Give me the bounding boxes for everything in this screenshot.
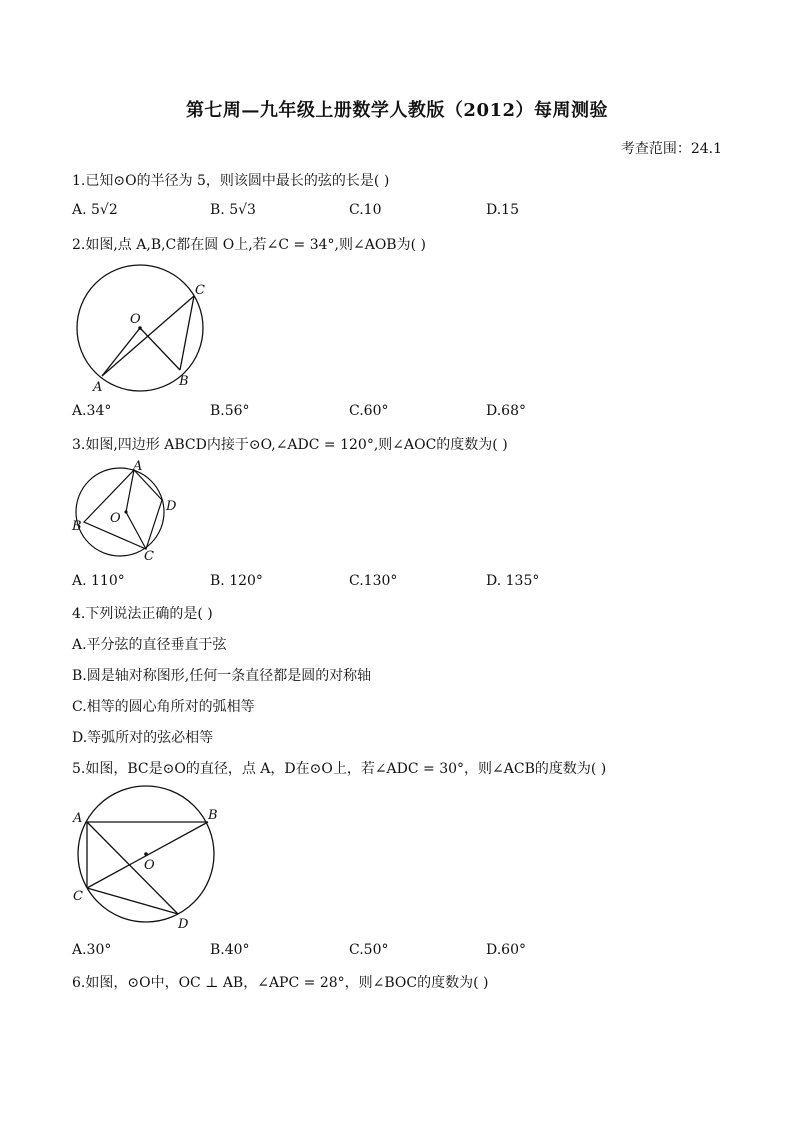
question-3-stem: 3.如图,四边形 ABCD内接于⊙O,∠ADC = 120°,则∠AOC的度数为( ) bbox=[72, 437, 508, 453]
q2-segment-oa bbox=[102, 328, 140, 376]
question-1-option-a: A. 5√2 bbox=[72, 202, 118, 218]
q5-label-a: A bbox=[73, 811, 83, 826]
q5-label-d: D bbox=[178, 917, 189, 932]
page-title: 第七周—九年级上册数学人教版（2012）每周测验 bbox=[185, 100, 609, 121]
q2-label-o: O bbox=[130, 312, 141, 327]
question-2-option-a: A.34° bbox=[72, 403, 112, 419]
q2-segment-ac bbox=[102, 296, 194, 376]
question-4-option-a: A.平分弦的直径垂直于弦 bbox=[72, 637, 227, 653]
question-1-option-c: C.10 bbox=[349, 202, 382, 218]
q5-segment-bc bbox=[87, 822, 208, 888]
q3-label-o: O bbox=[110, 511, 121, 526]
q5-segment-ad bbox=[87, 822, 178, 914]
q2-label-b: B bbox=[179, 374, 189, 389]
question-2-option-c: C.60° bbox=[349, 403, 389, 419]
q3-label-b: B bbox=[72, 519, 82, 534]
q2-segment-ob bbox=[140, 328, 180, 370]
q5-center-dot bbox=[144, 852, 148, 856]
q3-label-a: A bbox=[133, 459, 143, 474]
question-2-option-d: D.68° bbox=[486, 403, 526, 419]
q3-label-c: C bbox=[144, 549, 154, 564]
question-3-option-b: B. 120° bbox=[210, 573, 263, 589]
question-6-stem: 6.如图，⊙O中，OC ⊥ AB，∠APC = 28°，则∠BOC的度数为( ) bbox=[72, 975, 489, 991]
question-5-figure bbox=[68, 784, 228, 934]
question-1-option-d: D.15 bbox=[486, 202, 519, 218]
exam-scope: 考查范围：24.1 bbox=[620, 141, 722, 157]
q3-label-d: D bbox=[166, 499, 177, 514]
q2-label-c: C bbox=[195, 283, 205, 298]
question-1-option-b: B. 5√3 bbox=[210, 202, 256, 218]
question-4-stem: 4.下列说法正确的是( ) bbox=[72, 606, 213, 622]
q3-segment-oc bbox=[126, 512, 146, 549]
question-5-option-d: D.60° bbox=[486, 942, 526, 958]
question-2-stem: 2.如图,点 A,B,C都在圆 O上,若∠C = 34°,则∠AOB为( ) bbox=[72, 237, 426, 253]
question-5-option-c: C.50° bbox=[349, 942, 389, 958]
q5-label-c: C bbox=[73, 889, 83, 904]
question-5-option-a: A.30° bbox=[72, 942, 112, 958]
question-4-option-d: D.等弧所对的弦必相等 bbox=[72, 730, 214, 746]
question-1-stem: 1.已知⊙O的半径为 5，则该圆中最长的弦的长是( ) bbox=[72, 173, 390, 189]
question-5-option-b: B.40° bbox=[210, 942, 250, 958]
q5-label-b: B bbox=[208, 808, 218, 823]
question-2-figure bbox=[66, 266, 226, 396]
question-3-option-c: C.130° bbox=[349, 573, 398, 589]
question-3-option-a: A. 110° bbox=[72, 573, 125, 589]
q2-label-a: A bbox=[93, 380, 103, 395]
q3-quadrilateral-abcd bbox=[84, 470, 162, 549]
question-4-option-b: B.圆是轴对称图形,任何一条直径都是圆的对称轴 bbox=[72, 668, 372, 684]
question-5-stem: 5.如图，BC是⊙O的直径，点 A，D在⊙O上，若∠ADC = 30°，则∠ACB的度数为( ) bbox=[72, 761, 607, 777]
q3-center-dot bbox=[124, 510, 127, 513]
question-2-option-b: B.56° bbox=[210, 403, 250, 419]
q5-label-o: O bbox=[144, 858, 155, 873]
question-4-option-c: C.相等的圆心角所对的弧相等 bbox=[72, 699, 255, 715]
question-3-option-d: D. 135° bbox=[486, 573, 540, 589]
question-3-figure bbox=[70, 458, 190, 568]
